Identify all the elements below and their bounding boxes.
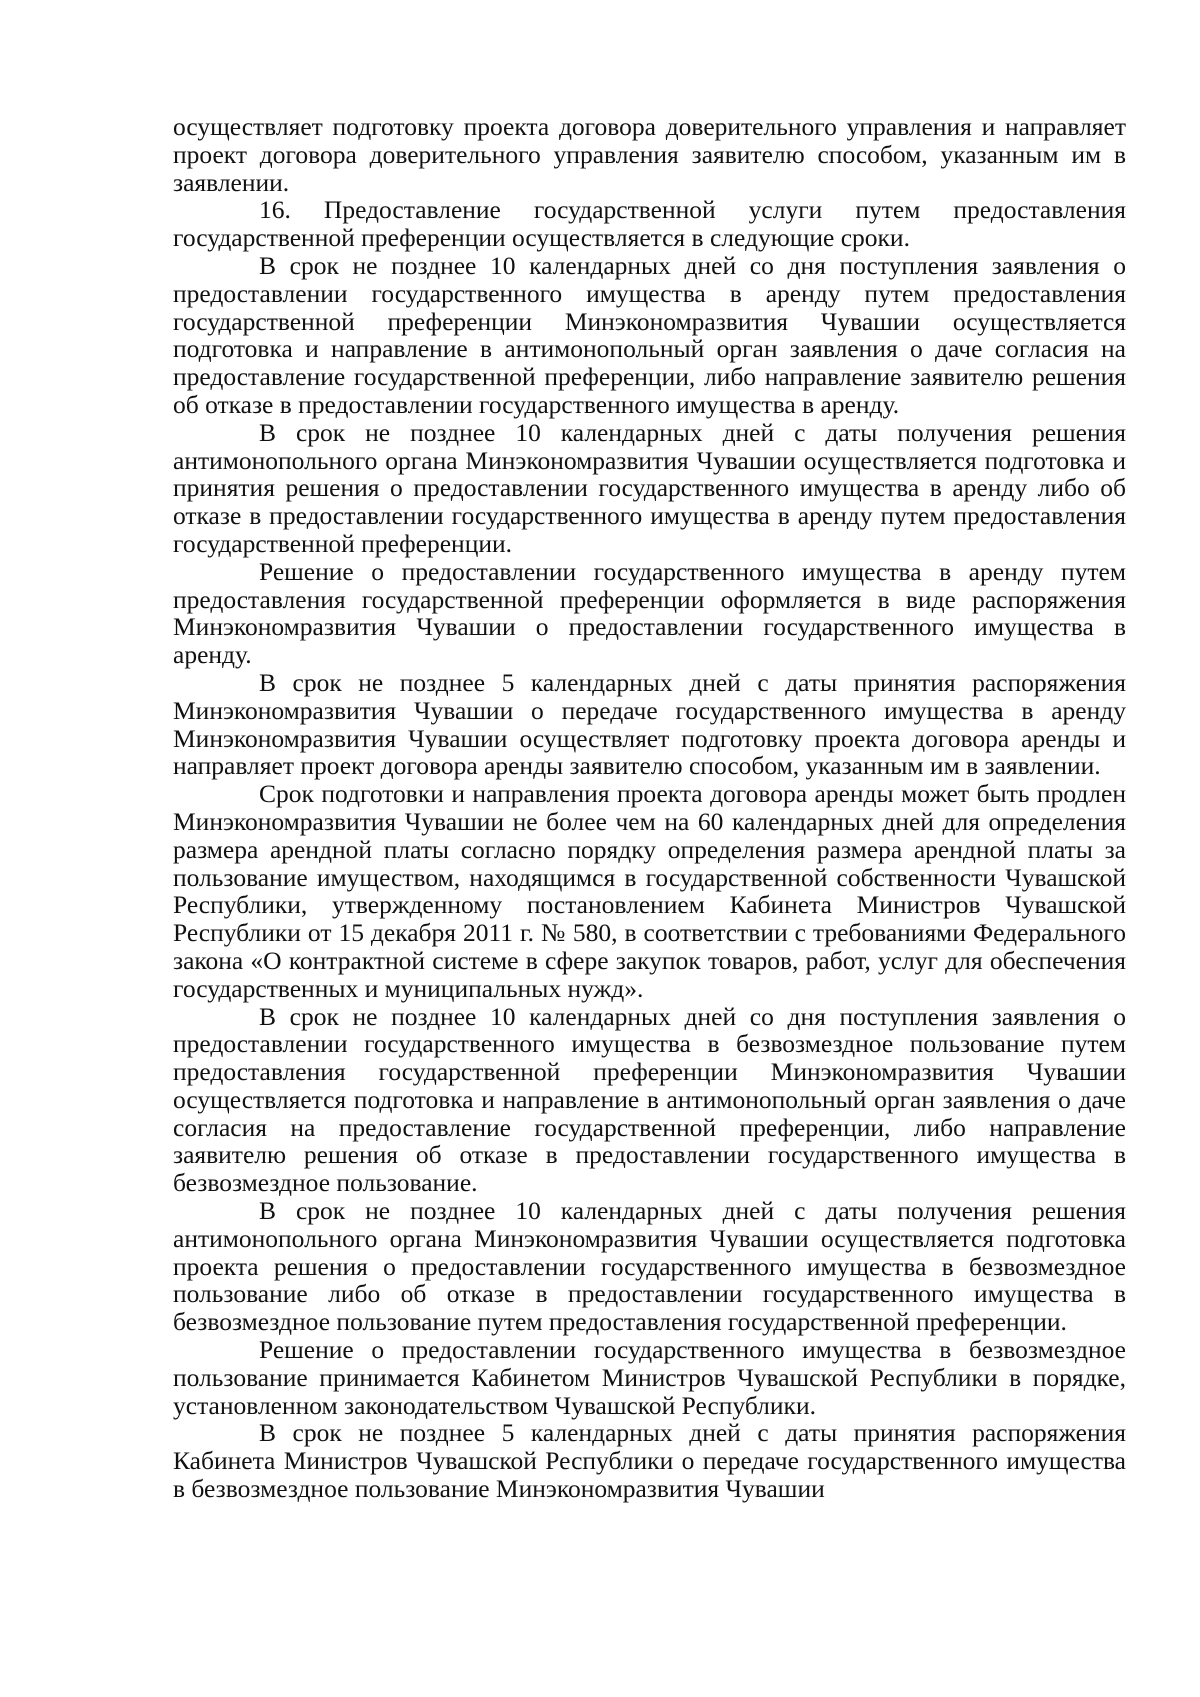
paragraph-lease-application-deadline: В срок не позднее 10 календарных дней со дня поступления заявления о предоставлении государственного имущества в аренду путем предоставления государственной преференции Минэкономразвития Чувашии осуществляется подготовка и направление в антимонопольный орган заявления о даче согласия на предоставление государственной преференции, либо направление заявителю решения об отказе в предоставлении государственного имущества в аренду. [173, 250, 1126, 419]
paragraph-free-use-contract-deadline: В срок не позднее 5 календарных дней с даты принятия распоряжения Кабинета Министров Чувашской Республики о передаче государственного имущества в безвозмездное пользование Минэкономразвития Чувашии [173, 1418, 1126, 1504]
paragraph-free-use-decision-authority: Решение о предоставлении государственного имущества в безвозмездное пользование принимается Кабинетом Министров Чувашской Республики в порядке, установленном законодательством Чувашской Республики. [173, 1335, 1126, 1420]
document-page [173, 113, 1126, 1503]
paragraph-lease-decision-deadline: В срок не позднее 10 календарных дней с даты получения решения антимонопольного органа Минэкономразвития Чувашии осуществляется подготовка и принятия решения о предоставлении государственного имущества в аренду либо об отказе в предоставлении государственного имущества в аренду путем предоставления государственной преференции. [173, 417, 1126, 558]
paragraph-item-16: 16. Предоставление государственной услуги путем предоставления государственной преференции осуществляется в следующие сроки. [173, 195, 1126, 253]
paragraph-free-use-application-deadline: В срок не позднее 10 календарных дней со дня поступления заявления о предоставлении государственного имущества в безвозмездное пользование путем предоставления государственной преференции Минэкономразвития Чувашии осуществляется подготовка и направление в антимонопольный орган заявления о даче согласия на предоставление государственной преференции, либо направление заявителю решения об отказе в предоставлении государственного имущества в безвозмездное пользование. [173, 1001, 1126, 1198]
paragraph-lease-contract-deadline: В срок не позднее 5 календарных дней с даты принятия распоряжения Минэкономразвития Чувашии о передаче государственного имущества в аренду Минэкономразвития Чувашии осуществляет подготовку проекта договора аренды и направляет проект договора аренды заявителю способом, указанным им в заявлении. [173, 667, 1126, 781]
paragraph-lease-decision-form: Решение о предоставлении государственного имущества в аренду путем предоставления государственной преференции оформляется в виде распоряжения Минэкономразвития Чувашии о предоставлении государственного имущества в аренду. [173, 556, 1126, 670]
paragraph-lease-contract-extension: Срок подготовки и направления проекта договора аренды может быть продлен Минэкономразвития Чувашии не более чем на 60 календарных дней для определения размера арендной платы согласно порядку определения размера арендной платы за пользование имуществом, находящимся в государственной собственности Чувашской Республики, утвержденному постановлением Кабинета Министров Чувашской Республики от 15 декабря 2011 г. № 580, в соответствии с требованиями Федерального закона «О контрактной системе в сфере закупок товаров, работ, услуг для обеспечения государственных и муниципальных нужд». [173, 779, 1126, 1003]
paragraph-free-use-decision-deadline: В срок не позднее 10 календарных дней с даты получения решения антимонопольного органа Минэкономразвития Чувашии осуществляется подготовка проекта решения о предоставлении государственного имущества в безвозмездное пользование либо об отказе в предоставлении государственного имущества в безвозмездное пользование путем предоставления государственной преференции. [173, 1196, 1126, 1337]
paragraph-continuation: осуществляет подготовку проекта договора доверительного управления и направляет проект договора доверительного управления заявителю способом, указанным им в заявлении. [173, 112, 1126, 197]
